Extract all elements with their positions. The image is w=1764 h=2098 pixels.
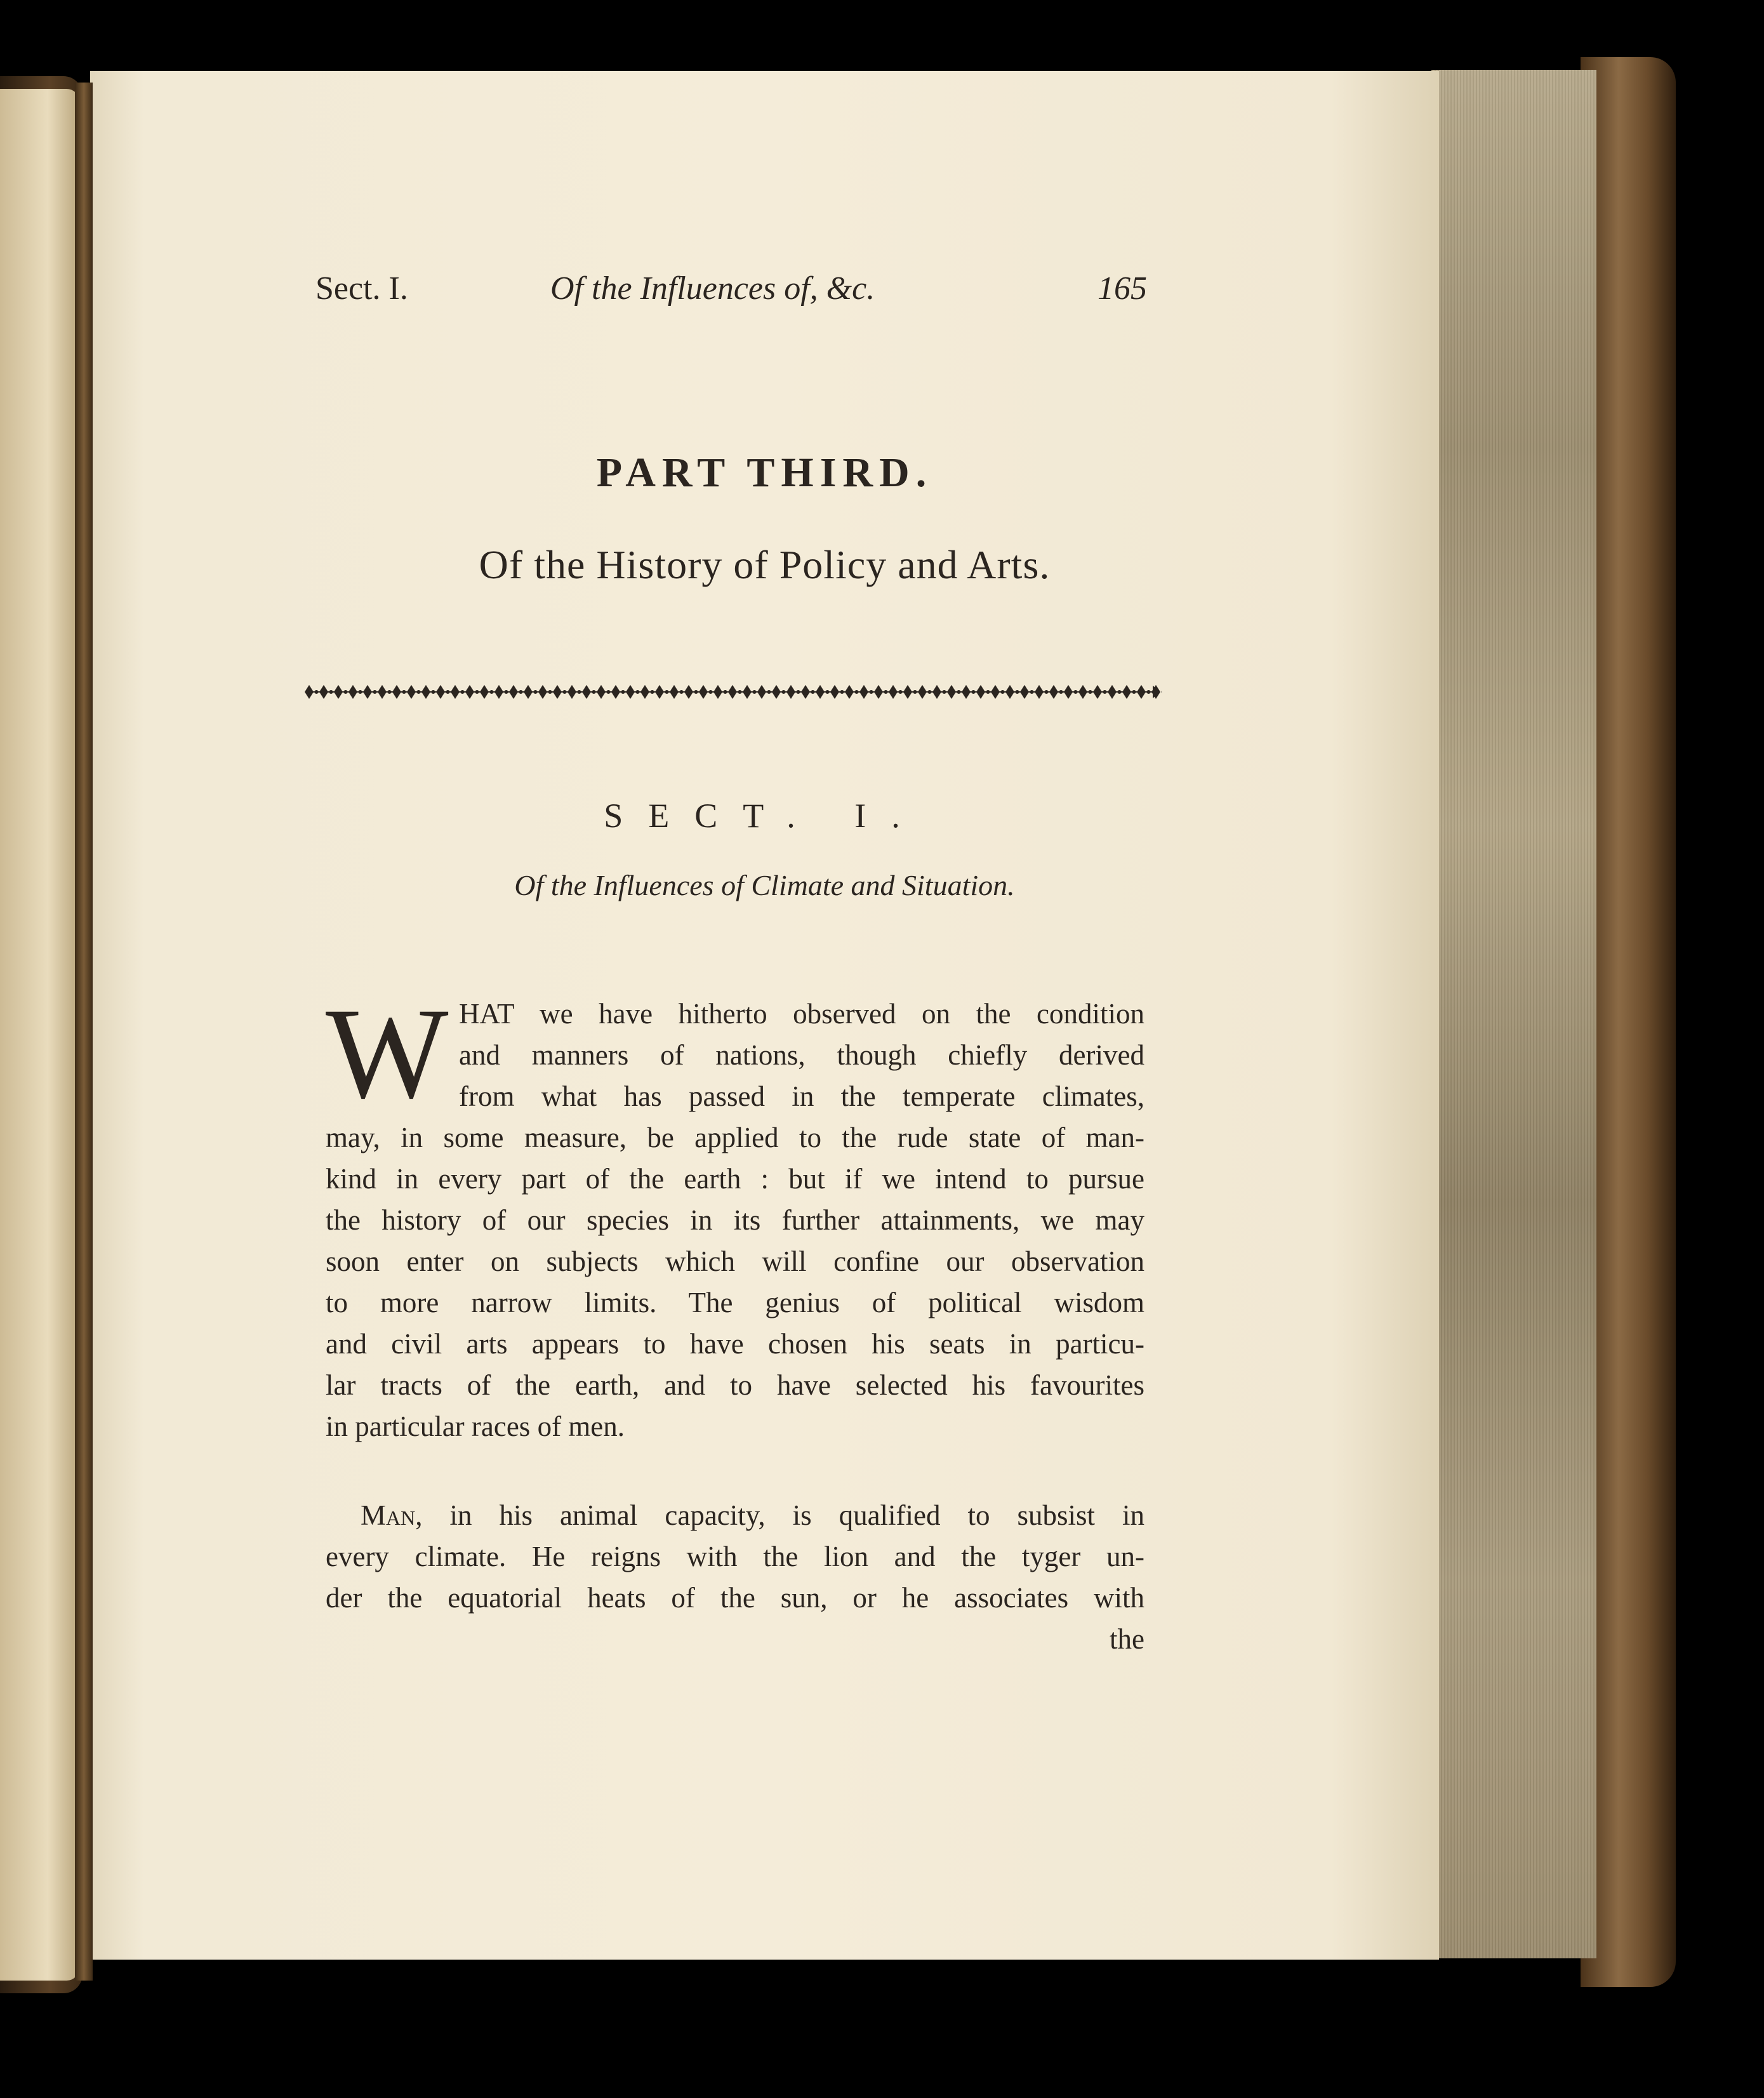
ornament-dot xyxy=(1045,690,1049,694)
ornament-fleuron xyxy=(1020,685,1029,699)
ornament-fleuron xyxy=(991,685,1000,699)
ornament-fleuron xyxy=(947,685,956,699)
ornament-fleuron xyxy=(889,685,898,699)
ornament-fleuron xyxy=(451,685,460,699)
ornament-fleuron xyxy=(626,685,635,699)
ornament-dot xyxy=(315,690,319,694)
paragraph-line xyxy=(326,1495,1144,1536)
ornament-dot xyxy=(578,690,581,694)
ornament-dot xyxy=(402,690,406,694)
ornament-dot xyxy=(329,690,333,694)
ornament-dot xyxy=(797,690,800,694)
ornament-dot xyxy=(913,690,917,694)
ornament-dot xyxy=(986,690,990,694)
ornament-fleuron xyxy=(436,685,445,699)
ornament-fleuron xyxy=(786,685,795,699)
ornament-dot xyxy=(680,690,684,694)
ornament-dot xyxy=(621,690,625,694)
ornament-fleuron xyxy=(524,685,533,699)
ornament-fleuron xyxy=(830,685,839,699)
part-title: PART THIRD. xyxy=(596,449,933,496)
ornament-fleuron xyxy=(363,685,372,699)
ornament-fleuron xyxy=(743,685,752,699)
ornament-fleuron xyxy=(816,685,825,699)
ornament-dot xyxy=(767,690,771,694)
ornament-fleuron xyxy=(334,685,343,699)
ornament-fleuron xyxy=(305,685,314,699)
ornament-dot xyxy=(826,690,830,694)
ornament-dot xyxy=(928,690,932,694)
ornament-dot xyxy=(592,690,596,694)
ornament-fleuron xyxy=(494,685,503,699)
paragraph-line: kind in every part of the earth : but if we intend to pursue xyxy=(326,1163,1144,1195)
book-gutter xyxy=(75,83,93,1981)
ornament-fleuron xyxy=(962,685,971,699)
ornament-dot xyxy=(373,690,377,694)
ornament-dot xyxy=(446,690,450,694)
ornament-fleuron xyxy=(1005,685,1014,699)
paragraph-line: may, in some measure, be applied to the rude state of man- xyxy=(326,1122,1144,1153)
ornament-fleuron xyxy=(319,685,328,699)
ornament-dot xyxy=(651,690,654,694)
ornament-dot xyxy=(972,690,976,694)
ornament-fleuron xyxy=(772,685,781,699)
ornament-fleuron xyxy=(903,685,912,699)
ornament-fleuron xyxy=(1122,685,1131,699)
running-head-section: Sect. I. xyxy=(315,270,408,307)
ornament-dot xyxy=(884,690,888,694)
lead-word: Man, xyxy=(361,1499,423,1531)
paragraph-line: der the equatorial heats of the sun, or he associates with xyxy=(326,1582,1144,1614)
ornament-fleuron xyxy=(655,685,664,699)
ornament-fleuron xyxy=(874,685,883,699)
ornament-dot xyxy=(417,690,421,694)
section-heading: SECT. I. xyxy=(604,797,925,835)
ornament-dot xyxy=(753,690,757,694)
ornament-dot xyxy=(1147,690,1151,694)
paragraph-line: to more narrow limits. The genius of political wisdom xyxy=(326,1287,1144,1318)
ornament-dot xyxy=(563,690,567,694)
ornament-fleuron xyxy=(582,685,591,699)
ornament-dot xyxy=(1001,690,1005,694)
ornament-fleuron xyxy=(392,685,401,699)
paragraph-line: and civil arts appears to have chosen his seats in particu- xyxy=(326,1328,1144,1360)
paragraph-line: from what has passed in the temperate climates, xyxy=(459,1080,1144,1112)
ornament-fleuron xyxy=(1093,685,1102,699)
paragraph-line-text: in his animal capacity, is qualified to subsist in xyxy=(449,1499,1144,1531)
ornament-fleuron xyxy=(421,685,430,699)
ornament-fleuron xyxy=(567,685,576,699)
ornament-dot xyxy=(344,690,348,694)
section-subtitle: Of the Influences of Climate and Situation. xyxy=(514,869,1015,901)
ornament-dot xyxy=(1089,690,1092,694)
ornament-dot xyxy=(461,690,465,694)
ornament-fleuron xyxy=(1064,685,1073,699)
ornament-dot xyxy=(519,690,523,694)
paragraph-2 xyxy=(326,1495,1144,1660)
ornament-dot xyxy=(548,690,552,694)
ornament-dot xyxy=(607,690,611,694)
ornament-dot xyxy=(1016,690,1019,694)
ornament-dot xyxy=(870,690,873,694)
ornament-fleuron xyxy=(684,685,693,699)
ornament-dot xyxy=(855,690,859,694)
paragraph-line: every climate. He reigns with the lion and the tyger un- xyxy=(326,1541,1144,1572)
ornament-fleuron xyxy=(1035,685,1044,699)
ornament-dot xyxy=(738,690,742,694)
ornament-dot xyxy=(432,690,435,694)
ornament-dot xyxy=(709,690,713,694)
ornamental-rule xyxy=(302,679,1162,705)
ornament-dot xyxy=(957,690,961,694)
paragraph-line: and manners of nations, though chiefly derived xyxy=(459,1039,1144,1071)
ornament-dot xyxy=(636,690,640,694)
paragraph-line: in particular races of men. xyxy=(326,1411,625,1442)
paragraph-line: the history of our species in its further attainments, we may xyxy=(326,1204,1144,1236)
ornament-fleuron xyxy=(845,685,854,699)
paragraph-line: soon enter on subjects which will confine our observation xyxy=(326,1245,1144,1277)
ornament-dot xyxy=(1059,690,1063,694)
ornament-dot xyxy=(1118,690,1122,694)
ornament-fleuron xyxy=(480,685,489,699)
drop-cap: W xyxy=(326,981,449,1125)
ornament-fleuron xyxy=(611,685,620,699)
ornament-fleuron xyxy=(932,685,941,699)
ornament-fleuron xyxy=(553,685,562,699)
ornament-dot xyxy=(1132,690,1136,694)
ornament-fleuron xyxy=(918,685,927,699)
ornament-fleuron xyxy=(640,685,649,699)
ornament-fleuron xyxy=(1137,685,1146,699)
ornament-dot xyxy=(475,690,479,694)
ornament-dot xyxy=(1030,690,1034,694)
ornament-fleuron xyxy=(1108,685,1117,699)
paragraph-1 xyxy=(326,993,1144,1447)
ornament-dot xyxy=(694,690,698,694)
catchword: the xyxy=(1110,1623,1144,1655)
paragraph-line: lar tracts of the earth, and to have selected his favourites xyxy=(326,1369,1144,1401)
ornament-dot xyxy=(811,690,815,694)
ornament-dot xyxy=(359,690,362,694)
ornament-dot xyxy=(490,690,494,694)
ornament-dot xyxy=(534,690,538,694)
ornament-dot xyxy=(840,690,844,694)
ornament-dot xyxy=(782,690,786,694)
ornament-fleuron xyxy=(976,685,985,699)
ornament-fleuron xyxy=(670,685,679,699)
running-head-title: Of the Influences of, &c. xyxy=(550,270,875,307)
ornament-dot xyxy=(505,690,508,694)
ornament-dot xyxy=(665,690,669,694)
ornament-fleuron xyxy=(378,685,387,699)
ornament-dot xyxy=(1103,690,1107,694)
ornament-dot xyxy=(1074,690,1078,694)
ornament-fleuron xyxy=(859,685,868,699)
ornament-fleuron xyxy=(597,685,606,699)
left-page-edge xyxy=(0,89,79,1981)
ornament-fleuron xyxy=(538,685,547,699)
ornament-fleuron xyxy=(509,685,518,699)
ornament-fleuron xyxy=(728,685,737,699)
ornament-fleuron xyxy=(801,685,810,699)
ornament-fleuron xyxy=(699,685,708,699)
ornament-fleuron xyxy=(407,685,416,699)
ornament-dot xyxy=(943,690,946,694)
part-subtitle: Of the History of Policy and Arts. xyxy=(479,542,1051,587)
ornament-fleuron xyxy=(1049,685,1058,699)
page-fore-edge xyxy=(1431,70,1596,1958)
ornament-fleuron xyxy=(348,685,357,699)
paragraph-line: HAT we have hitherto observed on the condition xyxy=(459,998,1144,1030)
ornament-fleuron xyxy=(1078,685,1087,699)
page-number: 165 xyxy=(1098,270,1147,307)
ornament-fleuron xyxy=(465,685,474,699)
ornament-dot xyxy=(724,690,727,694)
ornament-dot xyxy=(899,690,903,694)
ornament-fleuron xyxy=(757,685,766,699)
ornament-fleuron xyxy=(713,685,722,699)
running-head xyxy=(315,267,1147,311)
ornament-dot xyxy=(388,690,392,694)
